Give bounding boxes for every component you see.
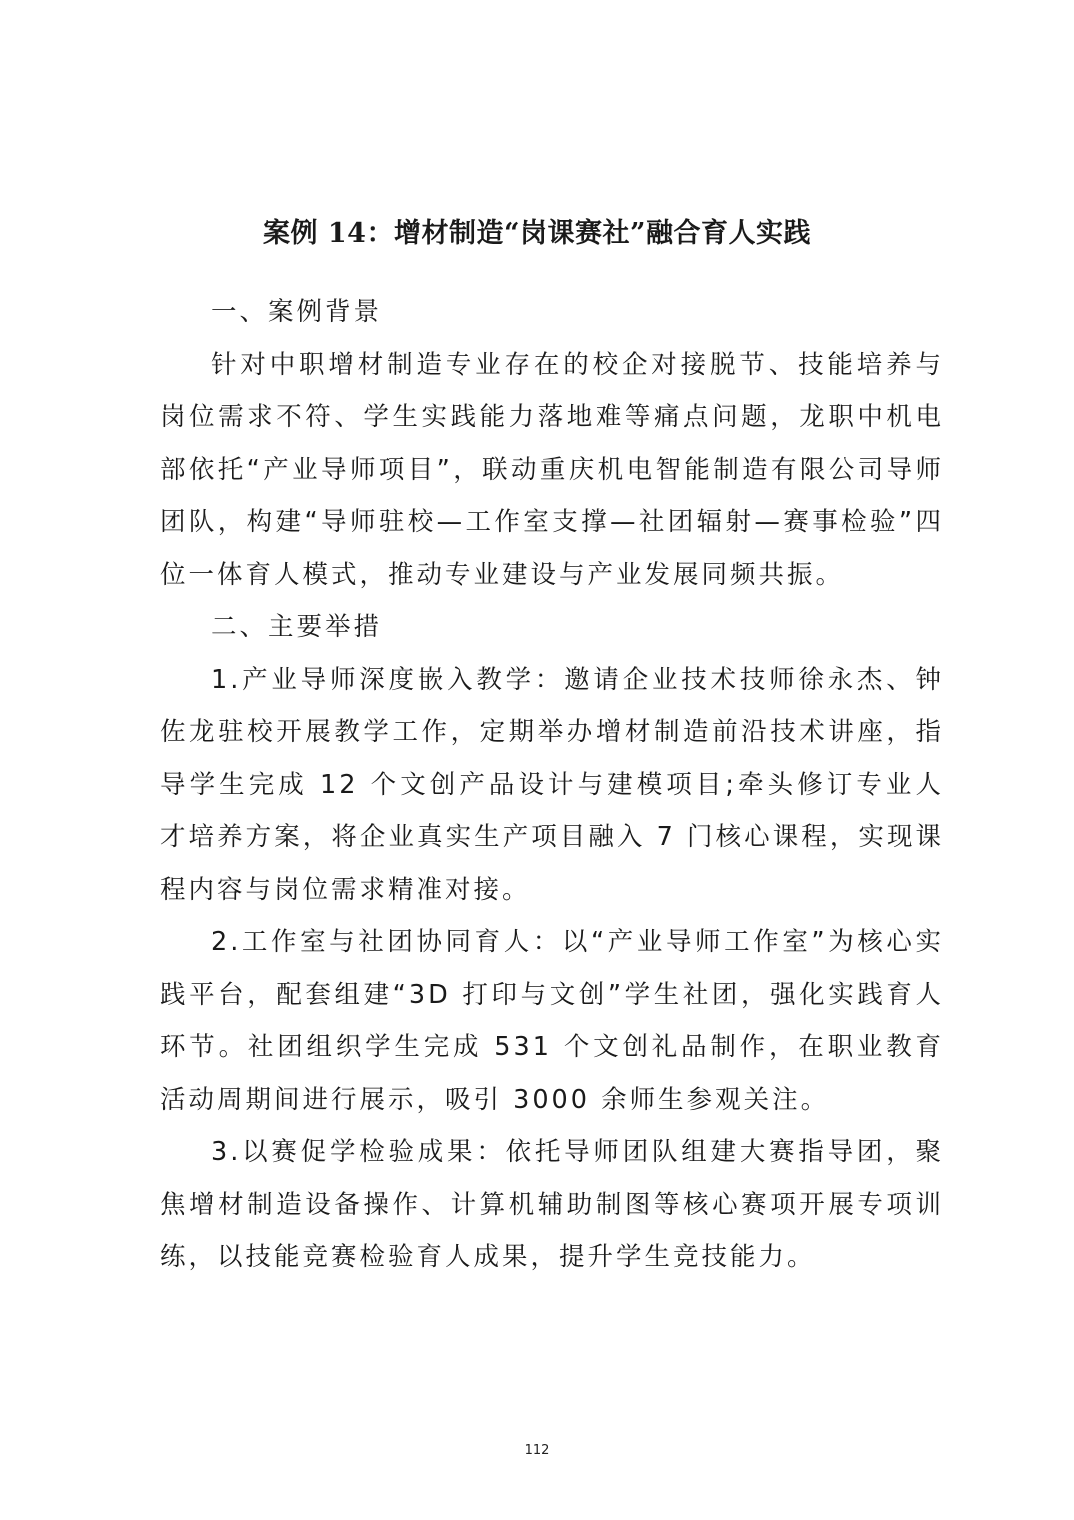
- paragraph-measure-1: 1.产业导师深度嵌入教学：邀请企业技术技师徐永杰、钟佐龙驻校开展教学工作，定期举办增材制造前沿技术讲座，指导学生完成 12 个文创产品设计与建模项目;牵头修订专业人才培养方案，将企业真实生产项目融入 7 门核心课程，实现课程内容与岗位需求精准对接。: [160, 664, 944, 905]
- paragraph-measure-3: 3.以赛促学检验成果：依托导师团队组建大赛指导团，聚焦增材制造设备操作、计算机辅助制图等核心赛项开展专项训练，以技能竞赛检验育人成果，提升学生竞技能力。: [160, 1137, 944, 1272]
- paragraph-measure-2: 2.工作室与社团协同育人：以“产业导师工作室”为核心实践平台，配套组建“3D 打印与文创”学生社团，强化实践育人环节。社团组织学生完成 531 个文创礼品制作，在职业教育活动周期间进行展示，吸引 3000 余师生参观关注。: [160, 927, 944, 1115]
- page-number: 112: [524, 1443, 550, 1458]
- section-heading-measures: 二、主要举措: [211, 612, 383, 642]
- paragraph-background: 针对中职增材制造专业存在的校企对接脱节、技能培养与岗位需求不符、学生实践能力落地难等痛点问题，龙职中机电部依托“产业导师项目”，联动重庆机电智能制造有限公司导师团队，构建“导师驻校—工作室支撑—社团辐射—赛事检验”四位一体育人模式，推动专业建设与产业发展同频共振。: [160, 349, 944, 590]
- document-body: [160, 286, 944, 1284]
- section-heading-background: 一、案例背景: [211, 297, 383, 327]
- case-title: 案例 14：增材制造“岗课赛社”融合育人实践: [262, 218, 812, 250]
